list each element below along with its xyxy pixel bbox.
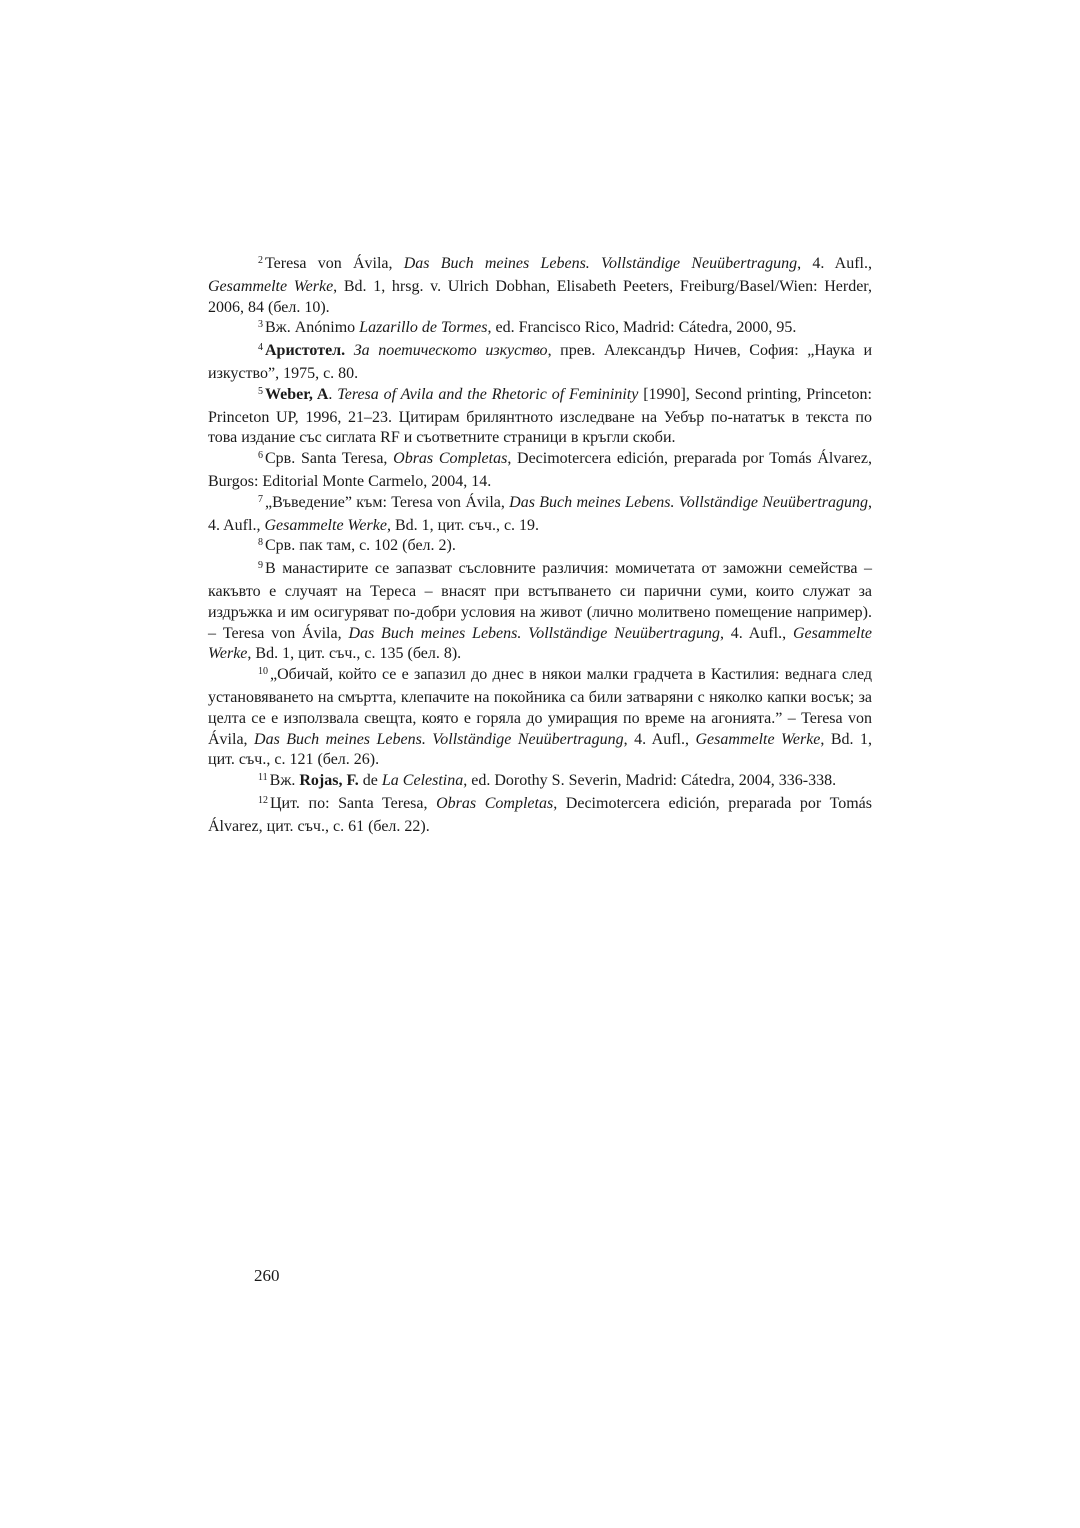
footnote-text: Цит. по: Santa Teresa, [270, 794, 437, 812]
italic-title: Obras Completas [393, 450, 508, 468]
footnote-number: 3 [258, 319, 263, 331]
italic-title: Das Buch meines Lebens. Vollständige Neuübertragung [509, 493, 868, 511]
footnote-8 [208, 536, 872, 559]
footnote-number: 11 [258, 772, 268, 784]
footnote-text: „Въведение” към: Teresa von Ávila, [265, 493, 510, 511]
italic-title: Obras Completas [436, 794, 554, 812]
italic-title: Lazarillo de Tormes [359, 319, 488, 337]
bold-author: Аристотел. [265, 342, 346, 360]
footnote-text: [1990], Second printing, Princeton: Princeton UP, 1996, 21–23. Цитирам брилянтното изследване на Уебър по-нататък в текста по това издание със сиглата RF и съответните страници в кръгли скоби. [208, 385, 873, 447]
footnote-text: Teresa von Ávila, [265, 255, 404, 272]
footnote-text: . [328, 385, 338, 403]
footnote-4 [208, 341, 872, 385]
bold-author: Rojas, F. [299, 772, 359, 790]
italic-title: Das Buch meines Lebens. Vollständige Neuübertragung [348, 624, 720, 642]
footnote-number: 12 [258, 794, 268, 806]
footnote-text: В манастирите се запазват съсловните различия: момичетата от заможни семейства – какъвто е случаят на Тереса – внасят при встъпването си парични суми, които служат за издръжка и им осигуряват по-добри условия на живот (лично молитвено помещение например). – Teresa von Ávila, [208, 560, 872, 642]
italic-title: За поетическото изкуство [353, 342, 548, 360]
footnote-text: , Bd. 1, цит. съч., с. 121 (бел. 26). [208, 730, 873, 769]
footnote-text: „Обичай, който се е запазил до днес в някои малки градчета в Кастилия: веднага след установяването на смъртта, клепачите на покойника са били затваряни с няколко капки восък; за целта се е използвала свещта, която е горяла до умиращия по време на агонията.” – Teresa von Ávila, [208, 666, 872, 748]
footnote-number: 9 [258, 560, 263, 572]
footnotes-section [208, 254, 872, 838]
footnote-10 [208, 665, 872, 771]
footnote-number: 6 [258, 450, 263, 462]
footnote-number: 7 [258, 493, 263, 505]
footnote-text: , 4. Aufl., [719, 624, 793, 642]
italic-title: Gesammelte Werke [695, 730, 821, 748]
footnote-number: 4 [258, 342, 263, 354]
footnote-12 [208, 794, 872, 838]
footnote-number: 8 [258, 537, 263, 549]
page-number: 260 [254, 1266, 280, 1285]
italic-title: Gesammelte Werke [264, 516, 387, 534]
footnote-text: , Decimotercera edición, preparada por Tomás Álvarez, Burgos: Editorial Monte Carmelo, 2004, 14. [208, 450, 873, 490]
footnote-text: de [358, 772, 382, 790]
footnote-2 [208, 254, 872, 318]
italic-title: Gesammelte Werke [208, 624, 873, 663]
footnote-number: 5 [258, 385, 263, 397]
footnote-text: Срв. Santa Teresa, [265, 450, 394, 468]
footnote-number: 10 [258, 666, 268, 678]
footnote-5 [208, 385, 872, 449]
footnote-text: , прев. Александър Ничев, София: „Наука и изкуство”, 1975, с. 80. [208, 342, 873, 382]
footnote-6 [208, 449, 872, 493]
footnote-text [345, 342, 354, 359]
bold-author: Weber, A [265, 385, 329, 403]
italic-title: Teresa of Avila and the Rhetoric of Femininity [337, 385, 639, 403]
footnote-text: , 4. Aufl., [208, 493, 872, 534]
italic-title: Das Buch meines Lebens. Vollständige Neuübertragung [403, 255, 798, 272]
footnote-number: 2 [258, 255, 263, 266]
footnote-text: Вж. Anónimo [265, 319, 360, 337]
footnote-9 [208, 559, 872, 665]
footnote-text: , 4. Aufl., [797, 255, 872, 272]
footnote-text: , Bd. 1, цит. съч., с. 19. [386, 516, 540, 534]
italic-title: Gesammelte Werke [208, 277, 334, 295]
italic-title: Das Buch meines Lebens. Vollständige Neuübertragung [254, 730, 624, 748]
footnote-text: Вж. [269, 772, 300, 790]
footnote-text: , ed. Francisco Rico, Madrid: Cátedra, 2000, 95. [487, 319, 797, 337]
footnote-text: Срв. пак там, с. 102 (бел. 2). [265, 537, 456, 555]
footnote-text: , ed. Dorothy S. Severin, Madrid: Cátedra, 2004, 336-338. [463, 772, 837, 790]
footnote-3 [208, 318, 872, 341]
footnote-text: , Decimotercera edición, preparada por Tomás Álvarez, цит. съч., с. 61 (бел. 22). [208, 794, 873, 835]
footnote-text: , 4. Aufl., [623, 730, 696, 748]
footnote-text: , Bd. 1, hrsg. v. Ulrich Dobhan, Elisabeth Peeters, Freiburg/Basel/Wien: Herder, 2006, 84 (бел. 10). [208, 277, 872, 316]
italic-title: La Celestina [381, 772, 464, 790]
footnote-text: , Bd. 1, цит. съч., с. 135 (бел. 8). [247, 645, 462, 663]
footnote-11 [208, 771, 872, 794]
footnote-7 [208, 493, 872, 537]
